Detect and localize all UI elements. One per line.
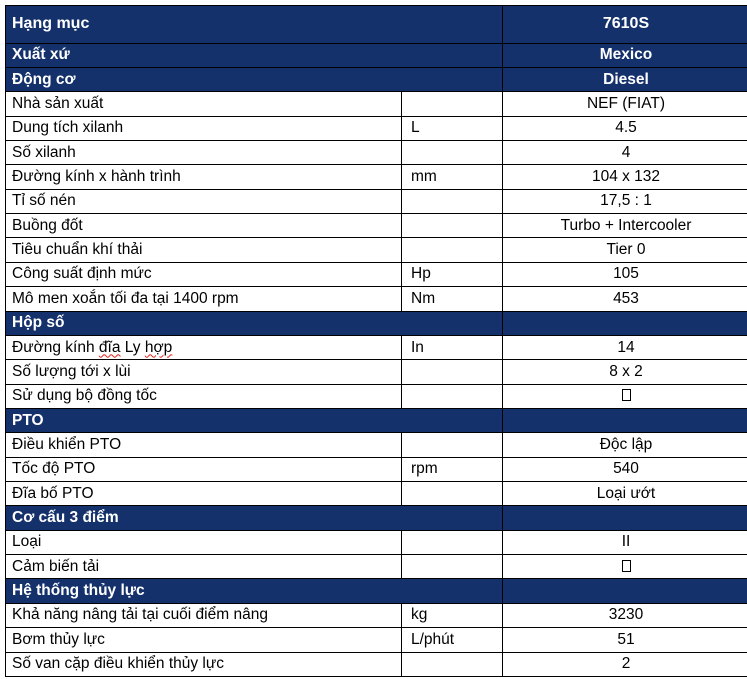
row-value [503, 384, 747, 408]
row-label-part: Đường kính [12, 338, 99, 356]
table-row [6, 116, 747, 140]
row-value: Tier 0 [503, 238, 747, 262]
row-unit: L/phút [402, 628, 503, 652]
table-row [6, 214, 747, 238]
table-row [6, 433, 747, 457]
row-unit [402, 189, 503, 213]
row-label: Cảm biến tải [6, 555, 402, 579]
row-unit: kg [402, 603, 503, 627]
row-unit: mm [402, 165, 503, 189]
row-unit: L [402, 116, 503, 140]
row-unit [402, 92, 503, 116]
table-row [6, 238, 747, 262]
row-unit [402, 482, 503, 506]
row-unit [402, 652, 503, 676]
row-label: Điều khiển PTO [6, 433, 402, 457]
row-label: Đĩa bố PTO [6, 482, 402, 506]
table-row [6, 262, 747, 286]
row-label: Buồng đốt [6, 214, 402, 238]
row-value: Độc lập [503, 433, 747, 457]
row-label: Số van cặp điều khiển thủy lực [6, 652, 402, 676]
row-label: Dung tích xilanh [6, 116, 402, 140]
table-row [6, 457, 747, 481]
table-row [6, 189, 747, 213]
table-row [6, 530, 747, 554]
row-label: Tốc độ PTO [6, 457, 402, 481]
header-label: Hạng mục [6, 6, 503, 44]
table-row [6, 335, 747, 359]
spec-table [5, 5, 747, 677]
row-label: Sử dụng bộ đồng tốc [6, 384, 402, 408]
section-value [503, 506, 747, 530]
section-engine [6, 67, 747, 91]
row-value: 2 [503, 652, 747, 676]
origin-value: Mexico [503, 43, 747, 67]
section-value [503, 579, 747, 603]
row-value [503, 555, 747, 579]
row-label: Đường kính x hành trình [6, 165, 402, 189]
row-value: Loại ướt [503, 482, 747, 506]
row-value: 51 [503, 628, 747, 652]
row-unit [402, 530, 503, 554]
table-row [6, 482, 747, 506]
row-value: 3230 [503, 603, 747, 627]
header-row [6, 6, 747, 44]
row-label: Tỉ số nén [6, 189, 402, 213]
row-label-part: Ly [120, 338, 145, 356]
row-value: NEF (FIAT) [503, 92, 747, 116]
table-row [6, 555, 747, 579]
spellcheck-word: đĩa [98, 338, 121, 356]
row-value: 14 [503, 335, 747, 359]
section-value [503, 311, 747, 335]
row-value: 105 [503, 262, 747, 286]
spellcheck-word: hợp [144, 338, 173, 356]
row-label: Số xilanh [6, 140, 402, 164]
row-value: Turbo + Intercooler [503, 214, 747, 238]
section-title: Hộp số [6, 311, 503, 335]
row-label: Khả năng nâng tải tại cuối điểm nâng [6, 603, 402, 627]
header-model: 7610S [503, 6, 747, 44]
row-unit [402, 433, 503, 457]
section-3-point-hitch [6, 506, 747, 530]
origin-row [6, 43, 747, 67]
row-value: 17,5 : 1 [503, 189, 747, 213]
section-title: Cơ cấu 3 điểm [6, 506, 503, 530]
section-value: Diesel [503, 67, 747, 91]
row-label: Tiêu chuẩn khí thải [6, 238, 402, 262]
row-unit [402, 360, 503, 384]
section-pto [6, 408, 747, 432]
table-row [6, 652, 747, 676]
table-row [6, 384, 747, 408]
section-title: Động cơ [6, 67, 503, 91]
section-hydraulics [6, 579, 747, 603]
row-value: 8 x 2 [503, 360, 747, 384]
row-unit: Nm [402, 287, 503, 311]
row-label: Bơm thủy lực [6, 628, 402, 652]
table-row [6, 628, 747, 652]
row-label: Công suất định mức [6, 262, 402, 286]
section-value [503, 408, 747, 432]
row-unit: In [402, 335, 503, 359]
table-row [6, 360, 747, 384]
row-label: Loại [6, 530, 402, 554]
row-value: 104 x 132 [503, 165, 747, 189]
row-unit [402, 555, 503, 579]
row-value: II [503, 530, 747, 554]
row-label: Mô men xoắn tối đa tại 1400 rpm [6, 287, 402, 311]
section-title: Hệ thống thủy lực [6, 579, 503, 603]
row-value: 540 [503, 457, 747, 481]
row-value: 453 [503, 287, 747, 311]
row-value: 4.5 [503, 116, 747, 140]
row-label: Số lượng tới x lùi [6, 360, 402, 384]
checkbox-empty-icon [622, 560, 631, 572]
row-unit [402, 238, 503, 262]
origin-label: Xuất xứ [6, 43, 503, 67]
row-unit [402, 384, 503, 408]
row-label: Nhà sản xuất [6, 92, 402, 116]
table-row [6, 603, 747, 627]
row-unit: Hp [402, 262, 503, 286]
row-unit [402, 140, 503, 164]
row-value: 4 [503, 140, 747, 164]
row-unit [402, 214, 503, 238]
section-transmission [6, 311, 747, 335]
row-label [6, 335, 402, 359]
table-row [6, 140, 747, 164]
checkbox-empty-icon [622, 389, 631, 401]
section-title: PTO [6, 408, 503, 432]
table-row [6, 287, 747, 311]
table-row [6, 92, 747, 116]
table-row [6, 165, 747, 189]
row-unit: rpm [402, 457, 503, 481]
